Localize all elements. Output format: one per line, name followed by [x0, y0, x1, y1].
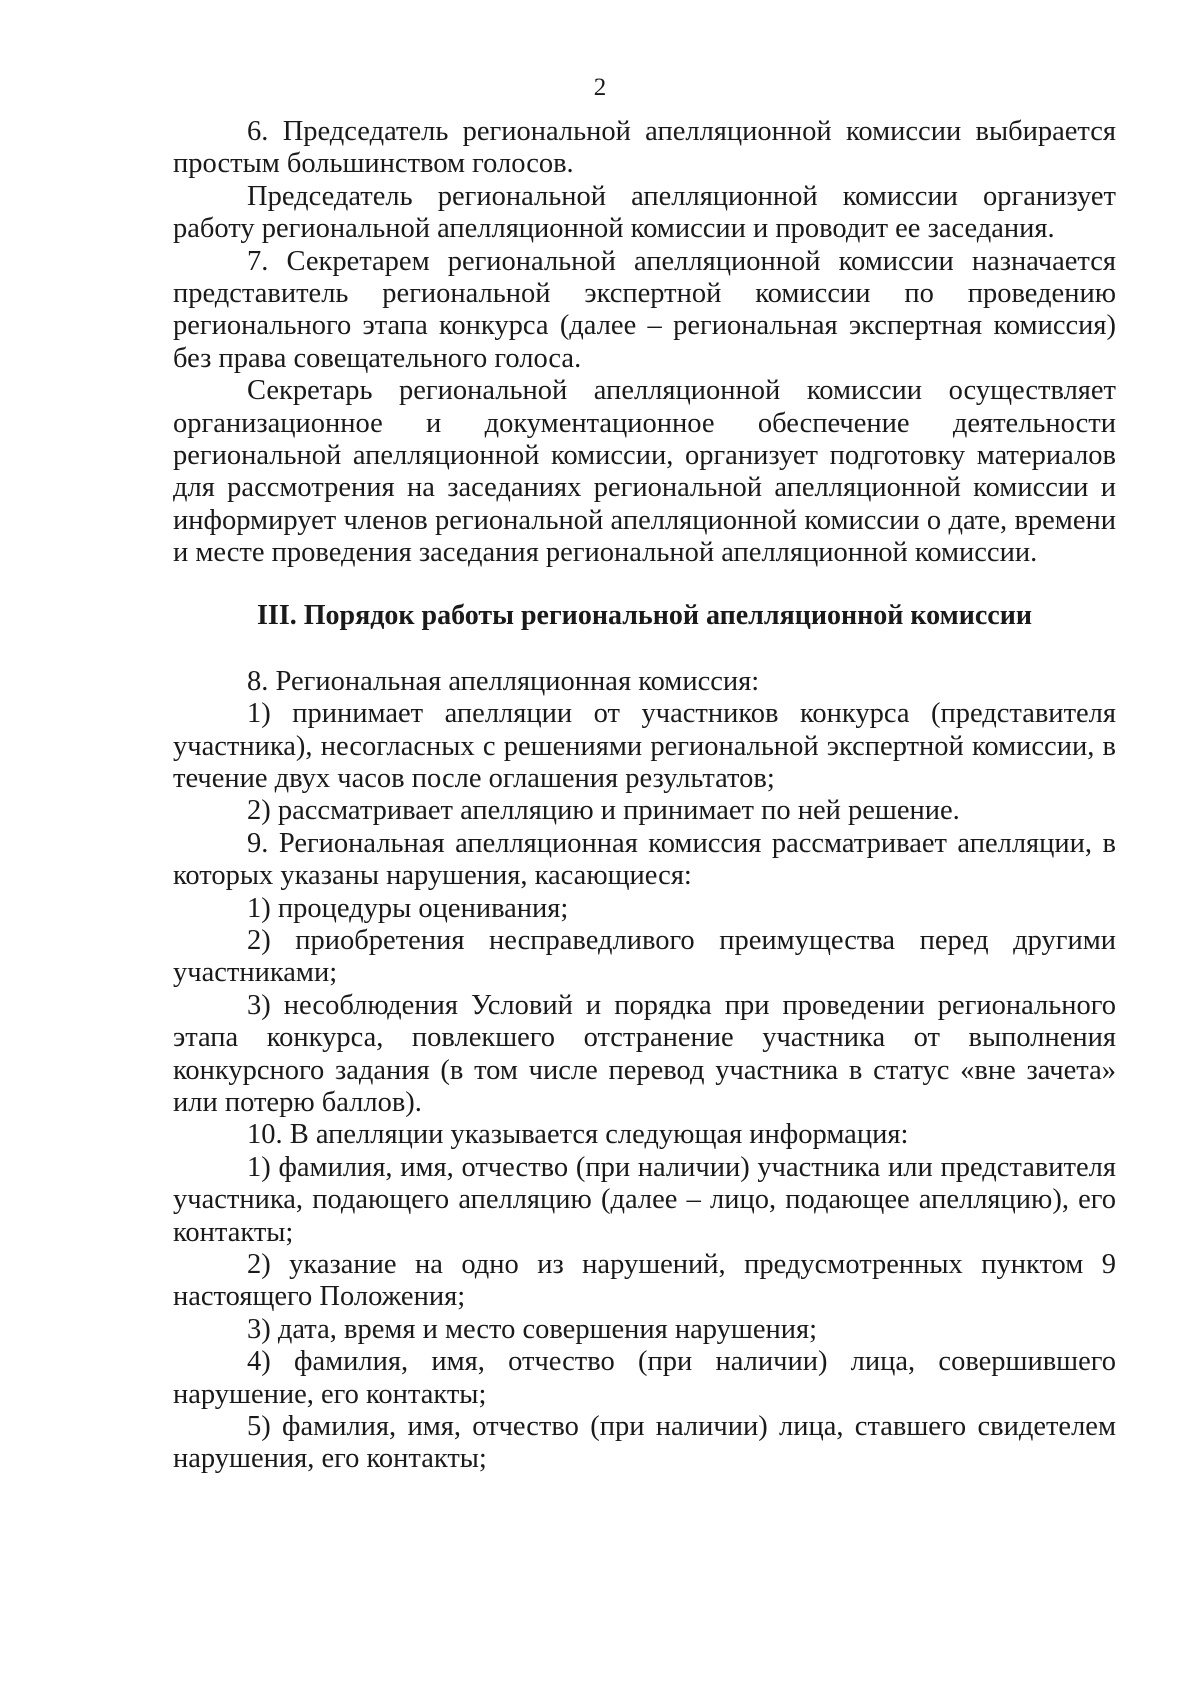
page-number: 2: [593, 74, 607, 101]
paragraph-secretary-duties: Секретарь региональной апелляционной комиссии осуществляет организационное и документационное обеспечение деятельности региональной апелляционной комиссии, организует подготовку материалов для рассмотрения на заседаниях региональной апелляционной комиссии и информирует членов региональной апелляционной комиссии о дате, времени и месте проведения заседания региональной апелляционной комиссии.: [173, 375, 1116, 569]
list-item-10-5: 5) фамилия, имя, отчество (при наличии) лица, ставшего свидетелем нарушения, его контакты;: [173, 1411, 1116, 1475]
list-item-9-3: 3) несоблюдения Условий и порядка при проведении регионального этапа конкурса, повлекшего отстранение участника от выполнения конкурсного задания (в том числе перевод участника в статус «вне зачета» или потерю баллов).: [173, 989, 1116, 1118]
list-item-9-1: 1) процедуры оценивания;: [247, 892, 569, 924]
list-item-10-2: 2) указание на одно из нарушений, предусмотренных пунктом 9 настоящего Положения;: [173, 1249, 1116, 1313]
paragraph-9: 9. Региональная апелляционная комиссия рассматривает апелляции, в которых указаны нарушения, касающиеся:: [173, 827, 1116, 892]
paragraph-8: 8. Региональная апелляционная комиссия:: [247, 665, 760, 697]
document-body: [173, 116, 1116, 1476]
list-item-10-4: 4) фамилия, имя, отчество (при наличии) лица, совершившего нарушение, его контакты;: [173, 1346, 1116, 1410]
section-heading: III. Порядок работы региональной апелляционной комиссии: [257, 599, 1032, 631]
paragraph-7: 7. Секретарем региональной апелляционной комиссии назначается представитель региональной экспертной комиссии по проведению регионального этапа конкурса (далее – региональная экспертная комиссия) без права совещательного голоса.: [173, 245, 1116, 374]
list-item-8-2: 2) рассматривает апелляцию и принимает по ней решение.: [247, 795, 960, 827]
paragraph-6: 6. Председатель региональной апелляционной комиссии выбирается простым большинством голосов.: [173, 116, 1116, 180]
list-item-9-2: 2) приобретения несправедливого преимущества перед другими участниками;: [173, 924, 1116, 989]
list-item-10-3: 3) дата, время и место совершения нарушения;: [247, 1313, 818, 1345]
list-item-10-1: 1) фамилия, имя, отчество (при наличии) участника или представителя участника, подающего апелляцию (далее – лицо, подающее апелляцию), его контакты;: [173, 1151, 1116, 1248]
paragraph-10: 10. В апелляции указывается следующая информация:: [247, 1119, 909, 1151]
list-item-8-1: 1) принимает апелляции от участников конкурса (представителя участника), несогласных с решениями региональной экспертной комиссии, в течение двух часов после оглашения результатов;: [173, 698, 1116, 794]
paragraph-chairman-duties: Председатель региональной апелляционной комиссии организует работу региональной апелляционной комиссии и проводит ее заседания.: [173, 180, 1116, 245]
